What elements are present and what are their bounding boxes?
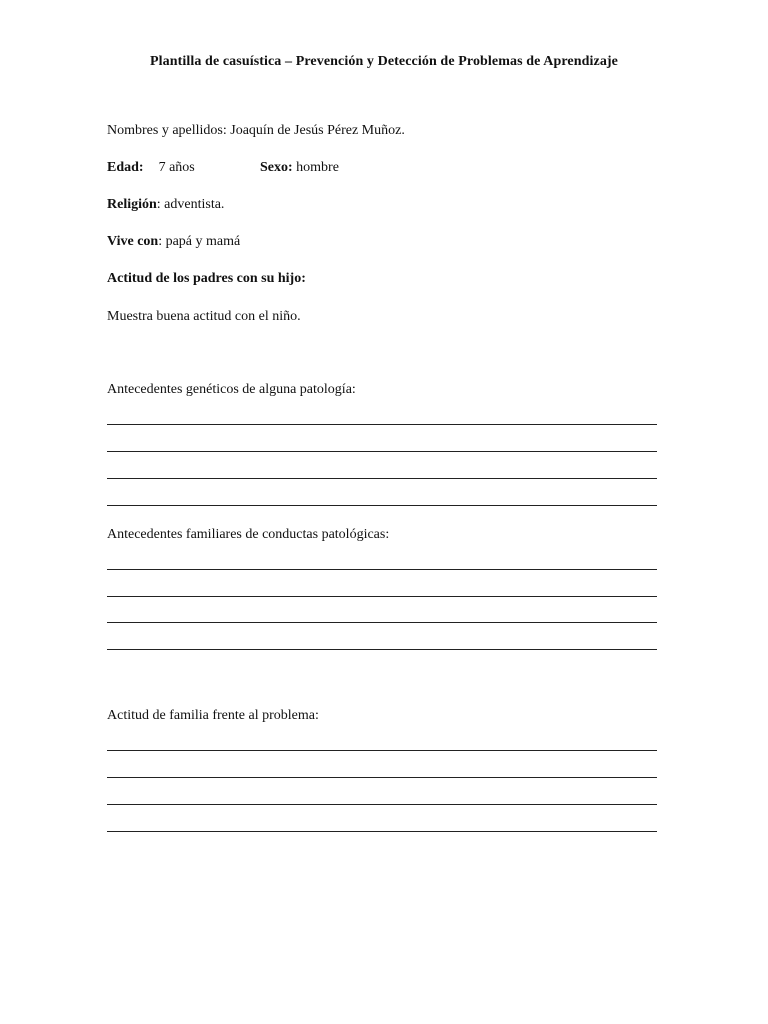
- vive-con-value: : papá y mamá: [158, 234, 241, 249]
- edad-label: Edad:: [107, 160, 144, 175]
- answer-line[interactable]: [107, 596, 657, 597]
- nombres-value: Joaquín de Jesús Pérez Muñoz.: [226, 123, 405, 138]
- actitud-padres-value: Muestra buena actitud con el niño.: [107, 309, 301, 324]
- document-title: Plantilla de casuística – Prevención y Detección de Problemas de Aprendizaje: [150, 54, 618, 69]
- answer-line[interactable]: [107, 424, 657, 425]
- religion-value: : adventista.: [156, 197, 225, 212]
- sexo-label: Sexo:: [260, 160, 293, 175]
- answer-line[interactable]: [107, 478, 657, 479]
- answer-line[interactable]: [107, 804, 657, 805]
- vive-con-field: [107, 234, 240, 250]
- answer-line[interactable]: [107, 569, 657, 570]
- section-antecedentes-familiares-label: Antecedentes familiares de conductas patológicas:: [107, 527, 390, 542]
- nombres-field: [107, 123, 405, 139]
- actitud-padres-label: Actitud de los padres con su hijo:: [107, 271, 306, 286]
- answer-line[interactable]: [107, 750, 657, 751]
- answer-line[interactable]: [107, 505, 657, 506]
- edad-value: 7 años: [158, 160, 195, 175]
- section-actitud-familia-label: Actitud de familia frente al problema:: [107, 708, 319, 723]
- sexo-value: hombre: [292, 160, 339, 175]
- vive-con-label: Vive con: [107, 234, 159, 249]
- section-antecedentes-geneticos-label: Antecedentes genéticos de alguna patología:: [107, 382, 356, 397]
- answer-line[interactable]: [107, 831, 657, 832]
- religion-label: Religión: [107, 197, 157, 212]
- answer-line[interactable]: [107, 451, 657, 452]
- edad-field: [107, 160, 195, 176]
- answer-line[interactable]: [107, 649, 657, 650]
- nombres-label: Nombres y apellidos:: [107, 123, 227, 138]
- sexo-field: [260, 160, 339, 176]
- religion-field: [107, 197, 224, 213]
- answer-line[interactable]: [107, 622, 657, 623]
- answer-line[interactable]: [107, 777, 657, 778]
